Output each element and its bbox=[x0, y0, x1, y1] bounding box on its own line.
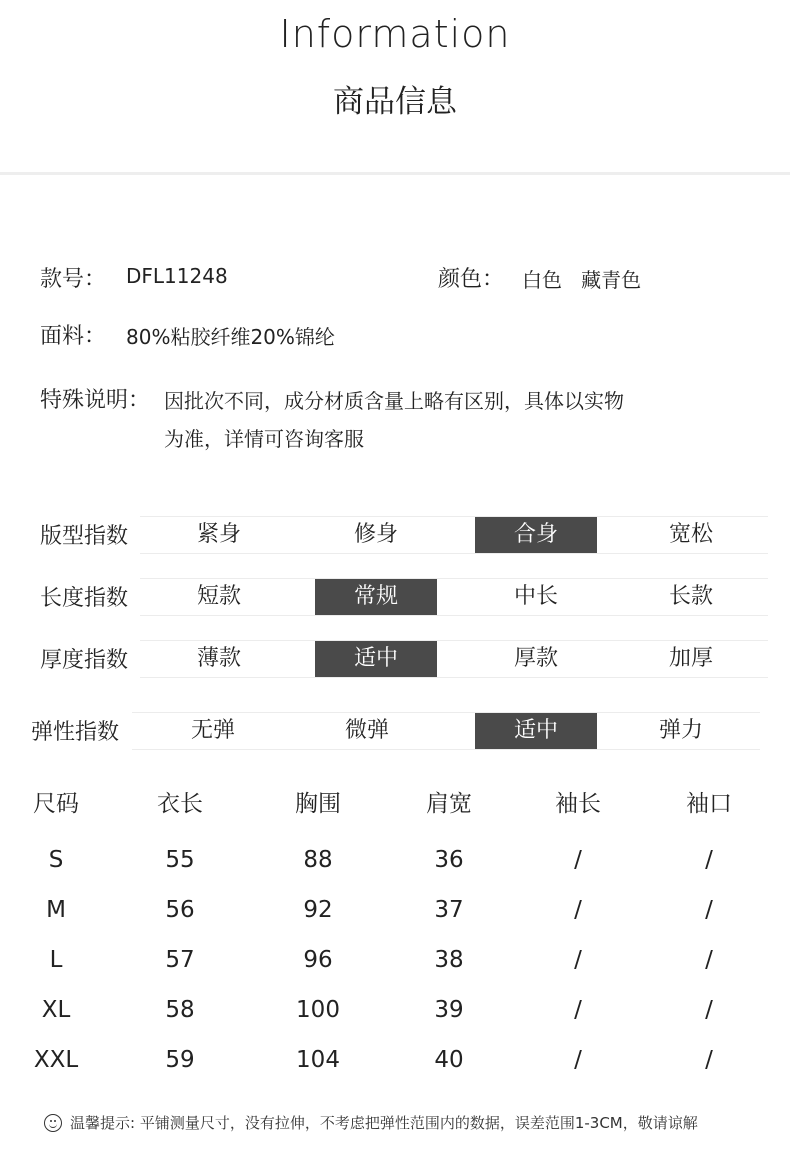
footer-note-text: 温馨提示: 平铺测量尺寸，没有拉伸，不考虑把弹性范围内的数据，误差范围1-3CM，敬请谅解 bbox=[70, 1114, 698, 1132]
fabric-value: 80%粘胶纤维20%锦纶 bbox=[126, 325, 335, 349]
size-label: M bbox=[46, 897, 66, 923]
index-option: 紧身 bbox=[196, 522, 241, 547]
index-option-selected: 适中 bbox=[475, 713, 597, 749]
size-table-header: 袖长 bbox=[555, 791, 601, 817]
special-note-line1: 因批次不同，成分材质含量上略有区别，具体以实物 bbox=[164, 389, 624, 413]
index-row bbox=[140, 578, 768, 616]
size-value: 100 bbox=[296, 997, 340, 1023]
index-option: 弹力 bbox=[658, 718, 703, 743]
index-option: 厚款 bbox=[513, 646, 558, 671]
size-value: / bbox=[574, 897, 582, 923]
index-row bbox=[140, 640, 768, 678]
index-option: 微弹 bbox=[344, 718, 389, 743]
size-value: / bbox=[574, 997, 582, 1023]
smile-icon bbox=[44, 1114, 62, 1132]
size-value: / bbox=[574, 947, 582, 973]
index-row bbox=[140, 516, 768, 554]
color-label: 颜色： bbox=[438, 267, 505, 292]
size-value: / bbox=[705, 847, 713, 873]
size-value: 92 bbox=[303, 897, 333, 923]
size-value: / bbox=[574, 847, 582, 873]
size-value: 96 bbox=[303, 947, 333, 973]
size-value: 57 bbox=[165, 947, 195, 973]
size-label: S bbox=[48, 847, 64, 873]
index-option-selected: 适中 bbox=[315, 641, 437, 677]
fabric-label: 面料： bbox=[40, 324, 107, 349]
size-value: / bbox=[705, 997, 713, 1023]
title-cn: 商品信息 bbox=[333, 84, 457, 120]
title-en: Information bbox=[279, 12, 511, 56]
index-option: 无弹 bbox=[190, 718, 235, 743]
index-option: 薄款 bbox=[196, 646, 241, 671]
size-value: 37 bbox=[434, 897, 464, 923]
size-value: 40 bbox=[434, 1047, 464, 1073]
size-table-header: 肩宽 bbox=[426, 791, 472, 817]
special-note-line2: 为准，详情可咨询客服 bbox=[164, 427, 364, 451]
size-value: 59 bbox=[165, 1047, 195, 1073]
size-table-header: 胸围 bbox=[295, 791, 341, 817]
size-value: 38 bbox=[434, 947, 464, 973]
size-table-header: 袖口 bbox=[686, 791, 732, 817]
style-no-value: DFL11248 bbox=[126, 264, 228, 288]
size-label: XXL bbox=[33, 1047, 79, 1073]
size-value: 55 bbox=[165, 847, 195, 873]
index-option: 修身 bbox=[353, 522, 398, 547]
style-no-label: 款号： bbox=[40, 267, 107, 292]
size-value: / bbox=[705, 1047, 713, 1073]
index-option: 中长 bbox=[513, 584, 558, 609]
index-label: 弹性指数 bbox=[31, 720, 120, 745]
size-value: / bbox=[705, 947, 713, 973]
index-option: 长款 bbox=[668, 584, 713, 609]
size-value: 88 bbox=[303, 847, 333, 873]
index-option: 宽松 bbox=[668, 522, 713, 547]
footer-note bbox=[44, 1112, 698, 1133]
index-row bbox=[132, 712, 760, 750]
size-value: / bbox=[574, 1047, 582, 1073]
size-value: 56 bbox=[165, 897, 195, 923]
size-value: 39 bbox=[434, 997, 464, 1023]
index-option: 加厚 bbox=[668, 646, 713, 671]
divider bbox=[0, 172, 790, 175]
size-table-header: 衣长 bbox=[157, 791, 203, 817]
size-value: 58 bbox=[165, 997, 195, 1023]
size-label: XL bbox=[41, 997, 71, 1023]
size-value: 104 bbox=[296, 1047, 340, 1073]
index-option: 短款 bbox=[196, 584, 241, 609]
size-label: L bbox=[49, 947, 63, 973]
size-value: 36 bbox=[434, 847, 464, 873]
color-value: 白色 藏青色 bbox=[522, 268, 642, 292]
index-label: 版型指数 bbox=[40, 524, 129, 549]
index-option-selected: 合身 bbox=[475, 517, 597, 553]
special-note-label: 特殊说明： bbox=[40, 388, 151, 413]
index-option-selected: 常规 bbox=[315, 579, 437, 615]
size-table-header: 尺码 bbox=[33, 791, 79, 817]
size-value: / bbox=[705, 897, 713, 923]
index-label: 长度指数 bbox=[40, 586, 129, 611]
index-label: 厚度指数 bbox=[40, 648, 129, 673]
